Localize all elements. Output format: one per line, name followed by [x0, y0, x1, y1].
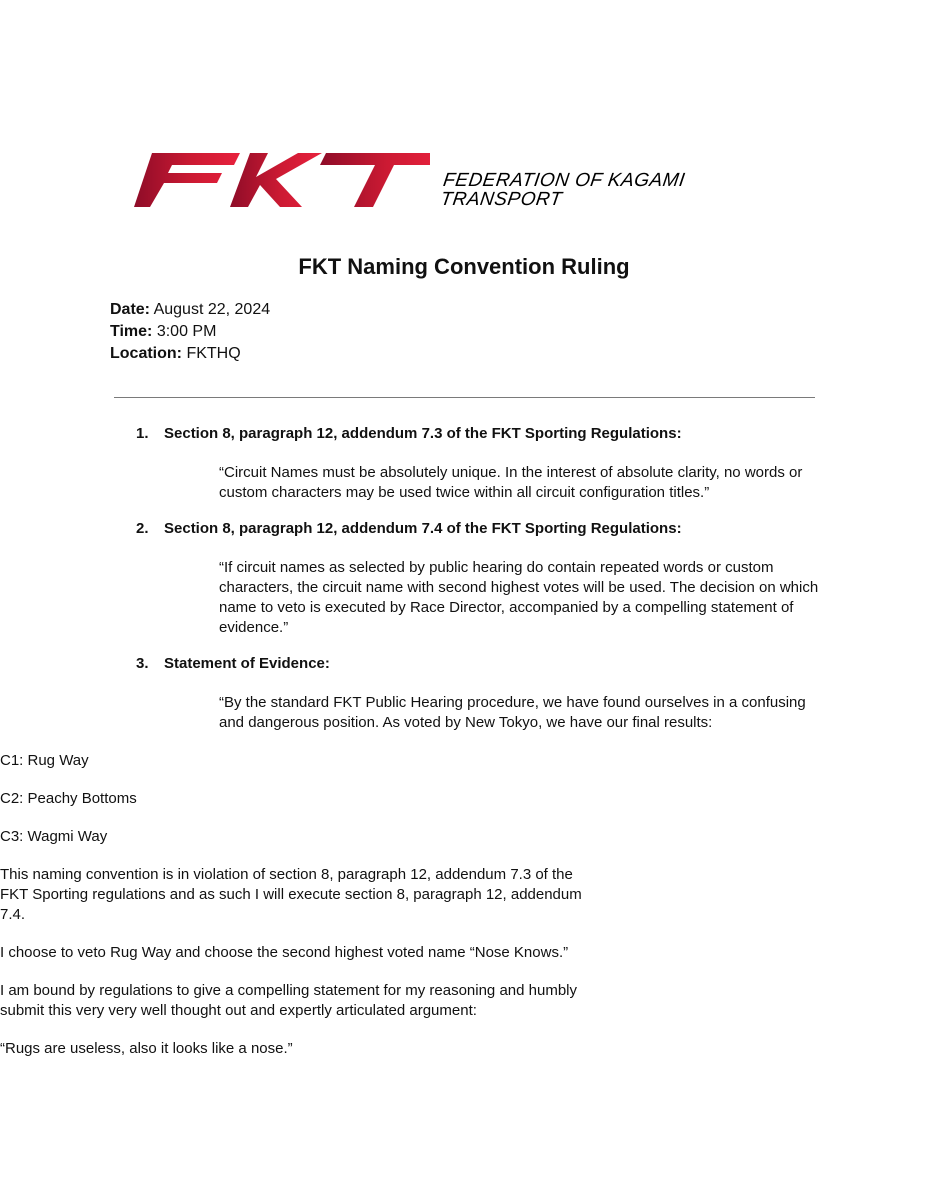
reasoning-intro: I am bound by regulations to give a compelling statement for my reasoning and humbly submit this very very well thought out and expertly articulated argument:: [0, 982, 577, 1019]
logo-line-1: FEDERATION OF KAGAMI: [441, 170, 687, 191]
section-number: 1.: [136, 425, 149, 442]
section-2-quote: “If circuit names as selected by public hearing do contain repeated words or custom characters, the circuit name with second highest votes will be used. The decision on which name to veto is executed by Race Director, accompanied by a compelling statement of evidence.”: [219, 559, 819, 636]
section-1-quote: “Circuit Names must be absolutely unique. In the interest of absolute clarity, no words or custom characters may be used twice within all circuit configuration titles.”: [219, 464, 803, 501]
meta-time-value: 3:00 PM: [152, 323, 217, 340]
result-c2: C2: Peachy Bottoms: [0, 790, 137, 807]
fkt-logo: [130, 145, 780, 215]
horizontal-divider: [114, 397, 815, 398]
result-c3: C3: Wagmi Way: [0, 828, 108, 845]
section-title: Section 8, paragraph 12, addendum 7.4 of the FKT Sporting Regulations:: [164, 520, 682, 537]
section-number: 3.: [136, 655, 149, 672]
meta-block: [110, 299, 270, 365]
fkt-logo-mark: [130, 145, 430, 215]
section-title: Statement of Evidence:: [164, 655, 330, 672]
logo-wordmark: [439, 171, 686, 209]
section-title: Section 8, paragraph 12, addendum 7.3 of the FKT Sporting Regulations:: [164, 425, 682, 442]
evidence-intro: “By the standard FKT Public Hearing procedure, we have found ourselves in a confusing and dangerous position. As voted by New Tokyo, we have our final results:: [219, 694, 806, 731]
reasoning-quote: “Rugs are useless, also it looks like a nose.”: [0, 1040, 293, 1057]
result-c1: C1: Rug Way: [0, 752, 89, 769]
meta-time-label: Time:: [110, 323, 153, 340]
section-3-heading: [0, 654, 928, 674]
meta-time: [110, 321, 270, 343]
section-number: 2.: [136, 520, 149, 537]
meta-date-value: August 22, 2024: [150, 301, 271, 318]
violation-statement: This naming convention is in violation of section 8, paragraph 12, addendum 7.3 of the FKT Sporting regulations and as such I will execute section 8, paragraph 12, addendum 7.4.: [0, 866, 582, 923]
meta-location: [110, 343, 270, 365]
meta-date-label: Date:: [110, 301, 151, 318]
meta-location-value: FKTHQ: [182, 345, 241, 362]
veto-statement: I choose to veto Rug Way and choose the second highest voted name “Nose Knows.”: [0, 944, 569, 961]
section-1-heading: [0, 424, 928, 444]
meta-location-label: Location:: [110, 345, 182, 362]
logo-line-2: TRANSPORT: [439, 189, 564, 210]
meta-date: [110, 299, 270, 321]
ruling-content: [0, 424, 928, 1059]
section-2-heading: [0, 519, 928, 539]
page-title: FKT Naming Convention Ruling: [298, 254, 630, 279]
